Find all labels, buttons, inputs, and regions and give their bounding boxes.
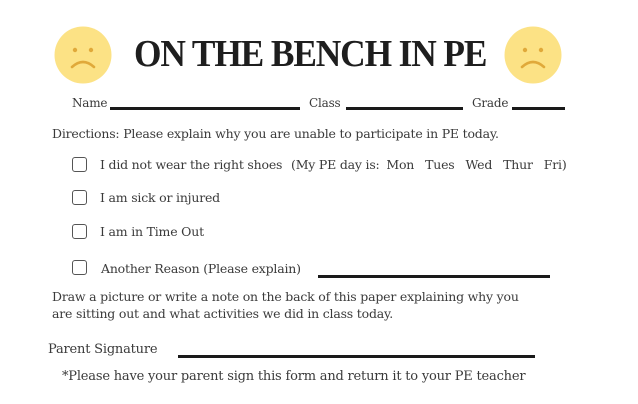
class-field[interactable] xyxy=(346,107,463,110)
footer-note: *Please have your parent sign this form and return it to your PE teacher xyxy=(62,369,526,384)
day-thur[interactable]: Thur xyxy=(503,157,533,172)
day-wed[interactable]: Wed xyxy=(465,157,493,172)
class-label: Class xyxy=(309,96,341,110)
directions-text: Directions: Please explain why you are unable to participate in PE today. xyxy=(52,126,499,141)
grade-label: Grade xyxy=(472,96,509,110)
page-title: ON THE BENCH IN PE xyxy=(134,33,487,75)
parent-signature-label: Parent Signature xyxy=(48,342,158,357)
grade-field[interactable] xyxy=(512,107,565,110)
parent-signature-field[interactable] xyxy=(178,355,535,358)
day-tues[interactable]: Tues xyxy=(425,157,455,172)
option-another-reason: Another Reason (Please explain) xyxy=(101,261,301,276)
sad-face-icon xyxy=(54,26,112,84)
checkbox-another-reason[interactable] xyxy=(72,260,87,275)
pe-day-prefix: (My PE day is: xyxy=(291,157,380,172)
option-label: I did not wear the right shoes xyxy=(100,157,283,172)
checkbox-sick-injured[interactable] xyxy=(72,190,87,205)
option-time-out: I am in Time Out xyxy=(100,224,204,239)
checkbox-time-out[interactable] xyxy=(72,224,87,239)
another-reason-field[interactable] xyxy=(318,275,550,278)
day-fri[interactable]: Fri) xyxy=(543,157,567,172)
checkbox-wrong-shoes[interactable] xyxy=(72,157,87,172)
draw-note-line2: are sitting out and what activities we did in class today. xyxy=(52,306,393,321)
draw-note-line1: Draw a picture or write a note on the back of this paper explaining why you xyxy=(52,289,519,304)
option-wrong-shoes xyxy=(100,157,578,172)
name-label: Name xyxy=(72,96,108,110)
name-field[interactable] xyxy=(110,107,300,110)
day-mon[interactable]: Mon xyxy=(386,157,415,172)
option-sick-injured: I am sick or injured xyxy=(100,190,220,205)
sad-face-icon xyxy=(504,26,562,84)
